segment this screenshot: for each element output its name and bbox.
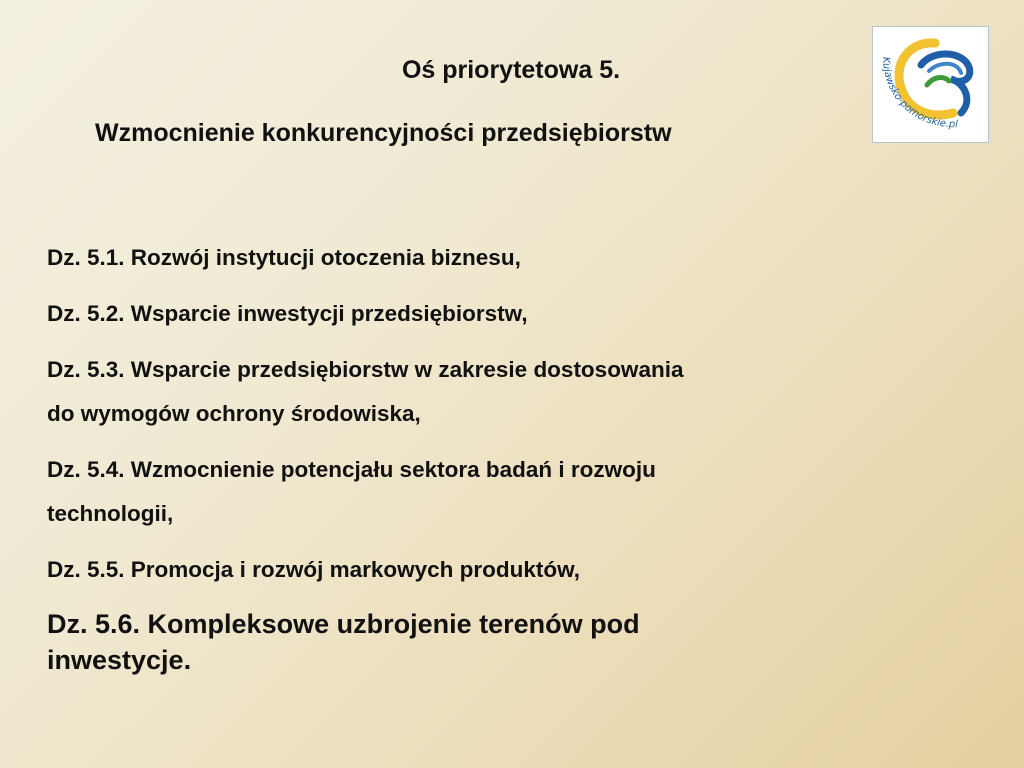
list-item-5-6 — [47, 606, 977, 678]
slide-subtitle: Wzmocnienie konkurencyjności przedsiębiorstw — [95, 119, 672, 147]
kujawsko-pomorskie-logo — [872, 26, 989, 143]
measures-list — [47, 236, 977, 678]
list-item-5-3-line2: do wymogów ochrony środowiska, — [47, 401, 421, 426]
list-item-5-6-line1: Dz. 5.6. Kompleksowe uzbrojenie terenów pod — [47, 609, 640, 639]
slide-title — [0, 56, 1024, 85]
list-item-5-4-line2: technologii, — [47, 501, 174, 526]
list-item-5-4 — [47, 448, 977, 536]
list-item-5-3 — [47, 348, 977, 436]
list-item-5-6-line2: inwestycje. — [47, 645, 192, 675]
list-item-5-4-line1: Dz. 5.4. Wzmocnienie potencjału sektora badań i rozwoju — [47, 457, 656, 482]
list-item-5-3-line1: Dz. 5.3. Wsparcie przedsiębiorstw w zakresie dostosowania — [47, 357, 684, 382]
logo-text: Kujawsko-pomorskie.pl — [879, 56, 958, 131]
list-item-5-2: Dz. 5.2. Wsparcie inwestycji przedsiębiorstw, — [47, 301, 528, 326]
logo-graphic-icon — [873, 27, 988, 142]
list-item-5-1: Dz. 5.1. Rozwój instytucji otoczenia biznesu, — [47, 245, 521, 270]
slide-title-text: Oś priorytetowa 5. — [401, 56, 621, 84]
list-item-5-5: Dz. 5.5. Promocja i rozwój markowych produktów, — [47, 557, 581, 582]
